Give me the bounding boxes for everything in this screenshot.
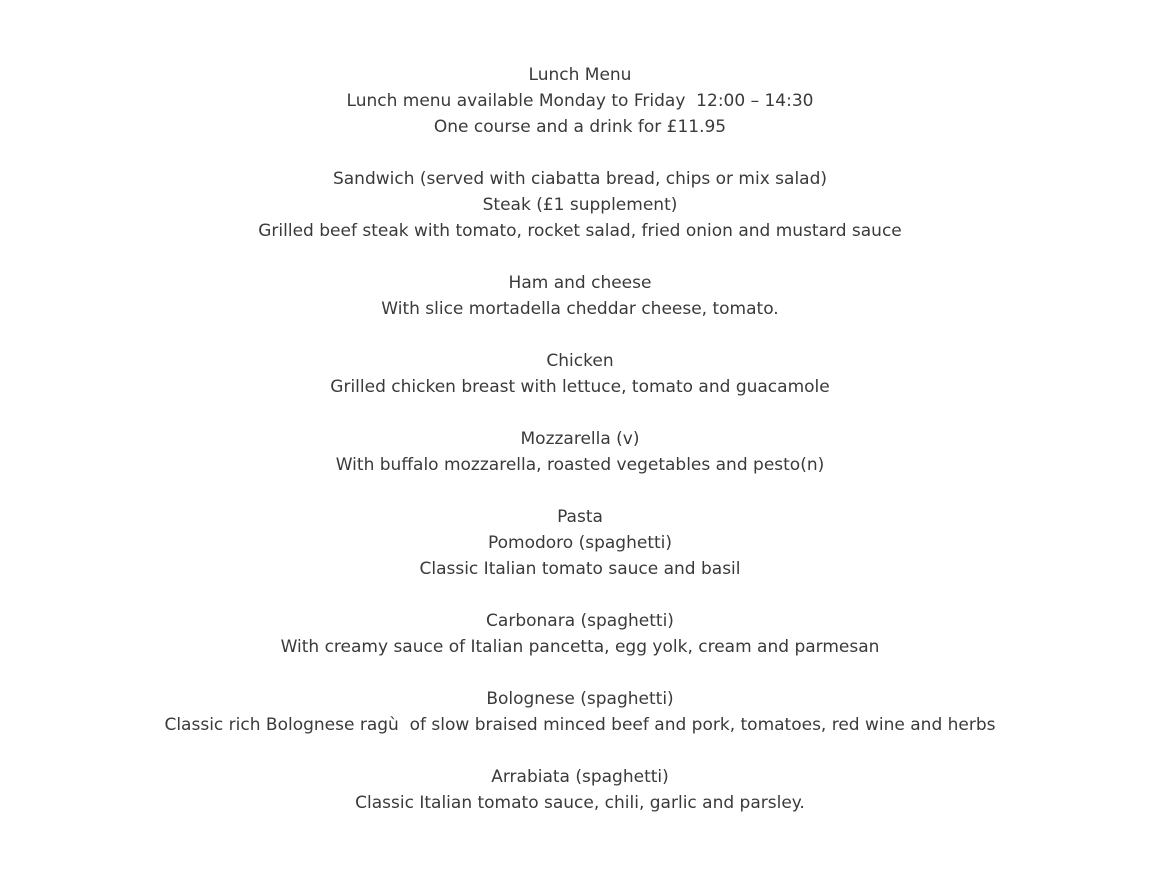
spacer bbox=[0, 582, 1160, 608]
menu-item-name: Bolognese (spaghetti) bbox=[486, 689, 674, 709]
menu-item-description: With creamy sauce of Italian pancetta, egg yolk, cream and parmesan bbox=[280, 637, 880, 657]
menu-item-description: Classic rich Bolognese ragù of slow braised minced beef and pork, tomatoes, red wine and herbs bbox=[164, 715, 996, 735]
spacer bbox=[0, 400, 1160, 426]
spacer bbox=[0, 322, 1160, 348]
menu-item-name: Carbonara (spaghetti) bbox=[486, 611, 674, 631]
menu-offer: One course and a drink for £11.95 bbox=[433, 117, 727, 137]
menu-item-name: Ham and cheese bbox=[508, 273, 652, 293]
menu-item-description: Grilled beef steak with tomato, rocket salad, fried onion and mustard sauce bbox=[258, 221, 902, 241]
menu-item-description: With slice mortadella cheddar cheese, tomato. bbox=[381, 299, 779, 319]
menu-item-description: Classic Italian tomato sauce, chili, garlic and parsley. bbox=[355, 793, 805, 813]
spacer bbox=[0, 140, 1160, 166]
spacer bbox=[0, 244, 1160, 270]
menu-item-description: Classic Italian tomato sauce and basil bbox=[419, 559, 741, 579]
lunch-menu bbox=[0, 62, 1160, 816]
menu-item-description: With buffalo mozzarella, roasted vegetables and pesto(n) bbox=[335, 455, 825, 475]
menu-item-description: Grilled chicken breast with lettuce, tomato and guacamole bbox=[330, 377, 830, 397]
section-heading-sandwich: Sandwich (served with ciabatta bread, chips or mix salad) bbox=[332, 169, 828, 189]
spacer bbox=[0, 478, 1160, 504]
section-heading-pasta: Pasta bbox=[557, 507, 603, 527]
menu-item-name: Arrabiata (spaghetti) bbox=[491, 767, 669, 787]
spacer bbox=[0, 738, 1160, 764]
menu-title: Lunch Menu bbox=[528, 65, 632, 85]
menu-item-name: Mozzarella (v) bbox=[520, 429, 640, 449]
menu-item-name: Pomodoro (spaghetti) bbox=[487, 533, 673, 553]
menu-availability: Lunch menu available Monday to Friday 12:00 – 14:30 bbox=[346, 91, 814, 111]
menu-item-name: Steak (£1 supplement) bbox=[482, 195, 678, 215]
spacer bbox=[0, 660, 1160, 686]
menu-item-name: Chicken bbox=[546, 351, 614, 371]
